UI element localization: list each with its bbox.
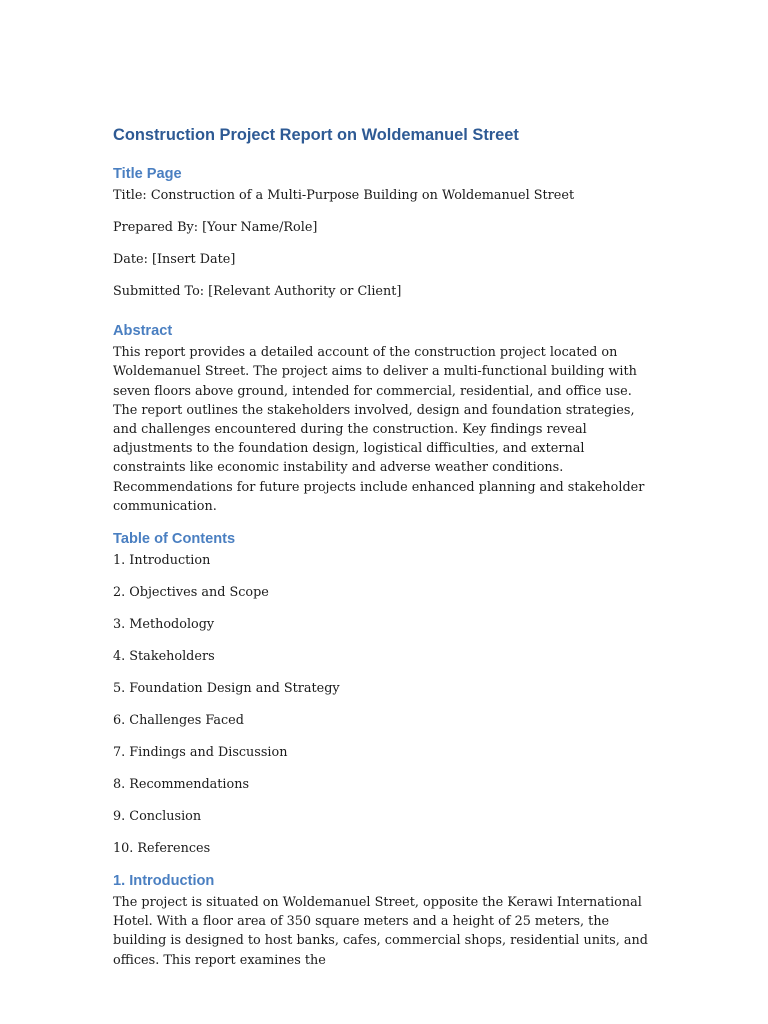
date-line: Date: [Insert Date] xyxy=(113,252,236,267)
introduction-text: The project is situated on Woldemanuel Street, opposite the Kerawi International Hotel. With a floor area of 350 square meters and a height of 25 meters, the building is designed to host banks, cafes, commercial shops, residential units, and offices. This report examines the xyxy=(113,895,648,968)
toc-item: 8. Recommendations xyxy=(113,777,250,793)
introduction-section xyxy=(113,871,659,970)
abstract-heading: Abstract xyxy=(113,323,173,340)
document-title: Construction Project Report on Woldemanuel Street xyxy=(113,126,519,144)
toc-item: 5. Foundation Design and Strategy xyxy=(113,681,340,697)
toc-item: 10. References xyxy=(113,841,211,857)
abstract-text: This report provides a detailed account of the construction project located on Woldemanuel Street. The project aims to deliver a multi-functional building with seven floors above ground, intended for commercial, residential, and office use. The report outlines the stakeholders involved, design and foundation strategies, and challenges encountered during the construction. Key findings reveal adjustments to the foundation design, logistical difficulties, and external constraints like economic instability and adverse weather conditions. Recommendations for future projects include enhanced planning and stakeholder communication. xyxy=(113,345,645,514)
table-of-contents-section xyxy=(113,529,659,858)
toc-item: 4. Stakeholders xyxy=(113,649,215,665)
toc-item: 3. Methodology xyxy=(113,617,215,633)
submitted-to-line: Submitted To: [Relevant Authority or Client] xyxy=(113,284,402,299)
prepared-by-line: Prepared By: [Your Name/Role] xyxy=(113,220,318,235)
introduction-heading: 1. Introduction xyxy=(113,873,215,890)
toc-heading: Table of Contents xyxy=(113,531,236,548)
toc-item: 7. Findings and Discussion xyxy=(113,745,288,761)
toc-item: 6. Challenges Faced xyxy=(113,713,244,729)
abstract-section xyxy=(113,321,659,516)
toc-item: 2. Objectives and Scope xyxy=(113,585,269,601)
document-content xyxy=(113,122,659,980)
title-page-section xyxy=(113,164,659,301)
title-line: Title: Construction of a Multi-Purpose Building on Woldemanuel Street xyxy=(113,188,575,203)
toc-item: 9. Conclusion xyxy=(113,809,202,825)
toc-item: 1. Introduction xyxy=(113,553,211,569)
title-page-heading: Title Page xyxy=(113,166,182,182)
